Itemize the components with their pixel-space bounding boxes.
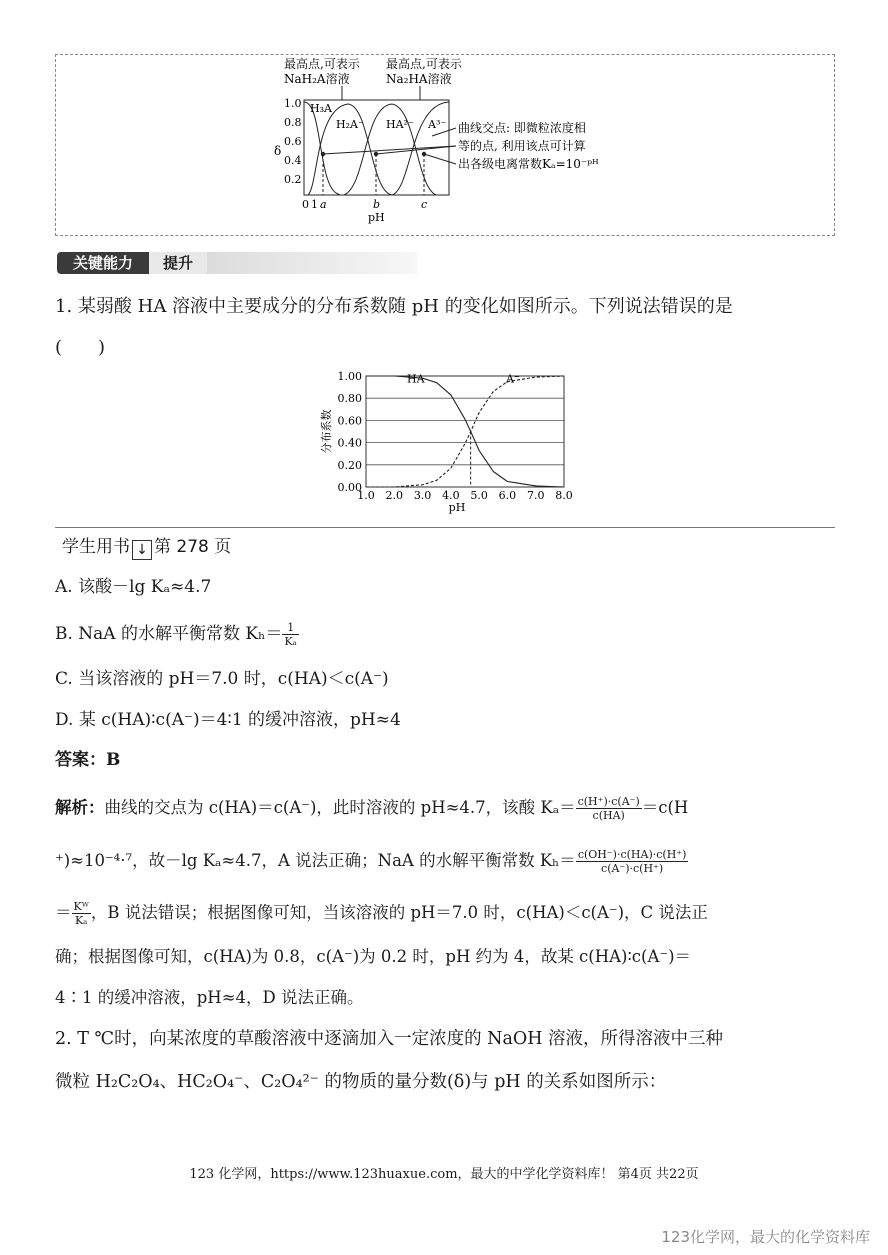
frac-den: Kₐ: [284, 635, 297, 648]
x-tick-label: 7.0: [526, 489, 545, 502]
frac-num: c(H⁺)·c(A⁻): [577, 795, 640, 808]
option-b: [55, 621, 299, 648]
y-axis-label: 分布系数: [320, 409, 333, 454]
analysis-label: 解析：: [55, 798, 105, 817]
kh-fraction: [576, 848, 689, 875]
x-tick-label: 2.0: [385, 489, 404, 502]
x-axis-label: pH: [448, 501, 466, 514]
option-d: D. 某 c(HA)∶c(A⁻)＝4∶1 的缓冲溶液，pH≈4: [55, 710, 401, 730]
note-line-2: 等的点, 利用该点可计算: [458, 139, 586, 153]
note-leader: [424, 154, 456, 164]
banner-tail: [207, 252, 417, 274]
analysis-text: 曲线的交点为 c(HA)＝c(A⁻)，此时溶液的 pH≈4.7，该酸 Kₐ＝: [104, 798, 576, 817]
q2-line-1: 2. T ℃时，向某浓度的草酸溶液中逐滴加入一定浓度的 NaOH 溶液，所得溶液中三种: [55, 1029, 724, 1049]
ka-fraction: [576, 795, 642, 822]
x-tick-label: 3.0: [413, 489, 432, 502]
y-tick-label: 0.80: [337, 392, 362, 406]
answer: [55, 749, 120, 771]
label-ha2: HA²⁻: [386, 118, 414, 131]
y-tick-label: 1.00: [337, 370, 362, 383]
note-line-3: 出各级电离常数Kₐ=10⁻ᵖᴴ: [458, 157, 599, 171]
x-tick-label: 5.0: [470, 489, 488, 502]
series-line-a-minus: [366, 376, 564, 487]
curve-h3a: [304, 102, 340, 195]
frac-num: c(OH⁻)·c(HA)·c(H⁺): [577, 848, 687, 861]
option-a: A. 该酸－lg Kₐ≈4.7: [55, 577, 212, 597]
analysis-text: ＝: [55, 903, 72, 922]
divider-rule: [55, 527, 835, 528]
x-axis-label: pH: [368, 211, 385, 224]
frac-num: Kᵂ: [73, 900, 89, 913]
label-h2a: H₂A⁻: [336, 118, 364, 131]
page-footer: 123 化学网，https://www.123huaxue.com，最大的中学化学资料库！ 第4页 共22页: [189, 1167, 699, 1182]
analysis-line-1: [55, 795, 688, 822]
y-tick-label: 0.40: [337, 436, 362, 450]
answer-label: 答案：: [55, 750, 106, 770]
watermark: 123化学网，最大的化学资料库: [661, 1228, 870, 1246]
x-tick-label: 6.0: [498, 489, 517, 502]
x-mark-b: b: [373, 198, 381, 211]
frac-den: c(A⁻)·c(H⁺): [601, 862, 664, 875]
analysis-line-3: [55, 900, 708, 927]
x-mark-c: c: [421, 198, 428, 211]
analysis-text: ，B 说法错误；根据图像可知，当该溶液的 pH＝7.0 时，c(HA)＜c(A⁻)，C 说法正: [90, 903, 708, 922]
ann-right-2: Na₂HA溶液: [386, 72, 452, 86]
option-b-fraction: [282, 621, 298, 648]
plot-frame: [366, 376, 564, 487]
x-tick-label: 8.0: [555, 489, 573, 502]
analysis-line-2: [55, 848, 688, 875]
y-tick: 0.4: [284, 154, 302, 167]
q2-line-2: 微粒 H₂C₂O₄、HC₂O₄⁻、C₂O₄²⁻ 的物质的量分数(δ)与 pH 的关系如图所示：: [55, 1072, 667, 1092]
triprotic-distribution-diagram: [270, 56, 670, 226]
series-label-a-minus: A⁻: [506, 372, 520, 386]
ann-right-1: 最高点,可表示: [386, 57, 462, 71]
q1-stem: 1. 某弱酸 HA 溶液中主要成分的分布系数随 pH 的变化如图所示。下列说法错误的是: [55, 296, 733, 317]
y-tick: 0.2: [284, 173, 302, 186]
kw-fraction: [72, 900, 91, 927]
label-a3: A³⁻: [428, 118, 447, 131]
option-b-text: B. NaA 的水解平衡常数 Kₕ＝: [55, 624, 283, 644]
x-tick-label: 4.0: [442, 489, 460, 502]
ann-left-2: NaH₂A溶液: [284, 72, 350, 86]
answer-value: B: [106, 750, 121, 770]
label-h3a: H₃A: [310, 102, 332, 115]
y-tick: 0.8: [284, 116, 302, 129]
ann-left-1: 最高点,可表示: [284, 57, 360, 71]
y-axis-label: δ: [274, 144, 282, 158]
frac-den: c(HA): [592, 809, 625, 822]
x-origin: 0: [302, 198, 309, 211]
down-arrow-icon: ↓: [132, 540, 152, 560]
y-tick-label: 0.00: [337, 481, 362, 494]
x-tick-label: 1.0: [357, 489, 375, 502]
frac-den: Kₐ: [74, 914, 88, 927]
option-c: C. 当该溶液的 pH＝7.0 时，c(HA)＜c(A⁻): [55, 669, 389, 689]
q1-blank: ( ): [55, 337, 106, 358]
ha-distribution-chart: [310, 364, 580, 516]
analysis-line-5: 4∶1 的缓冲溶液，pH≈4，D 说法正确。: [55, 988, 364, 1007]
x-one: 1: [311, 198, 318, 211]
book-ref-prefix: 学生用书: [62, 537, 130, 557]
analysis-line-4: 确；根据图像可知，c(HA)为 0.8，c(A⁻)为 0.2 时，pH 约为 4，故某 c(HA)∶c(A⁻)＝: [55, 947, 692, 966]
analysis-text: ＝c(H: [641, 798, 689, 817]
banner-key-ability: 关键能力: [57, 252, 149, 274]
x-mark-a: a: [320, 198, 327, 211]
analysis-text: ⁺)≈10⁻⁴·⁷，故－lg Kₐ≈4.7，A 说法正确；NaA 的水解平衡常数 Kₕ＝: [55, 851, 576, 870]
banner-improve: 提升: [149, 252, 207, 274]
y-tick-label: 0.60: [337, 414, 362, 428]
note-line-1: 曲线交点: 即微粒浓度相: [458, 121, 586, 135]
book-ref: [62, 536, 231, 560]
series-line-ha: [366, 376, 564, 487]
frac-num: 1: [282, 621, 298, 635]
y-tick-label: 0.20: [337, 458, 362, 472]
y-tick: 0.6: [284, 135, 302, 148]
book-ref-page: 第 278 页: [154, 537, 232, 557]
y-tick: 1.0: [284, 97, 302, 110]
section-banner: [57, 252, 417, 274]
series-label-ha: HA: [407, 372, 425, 386]
